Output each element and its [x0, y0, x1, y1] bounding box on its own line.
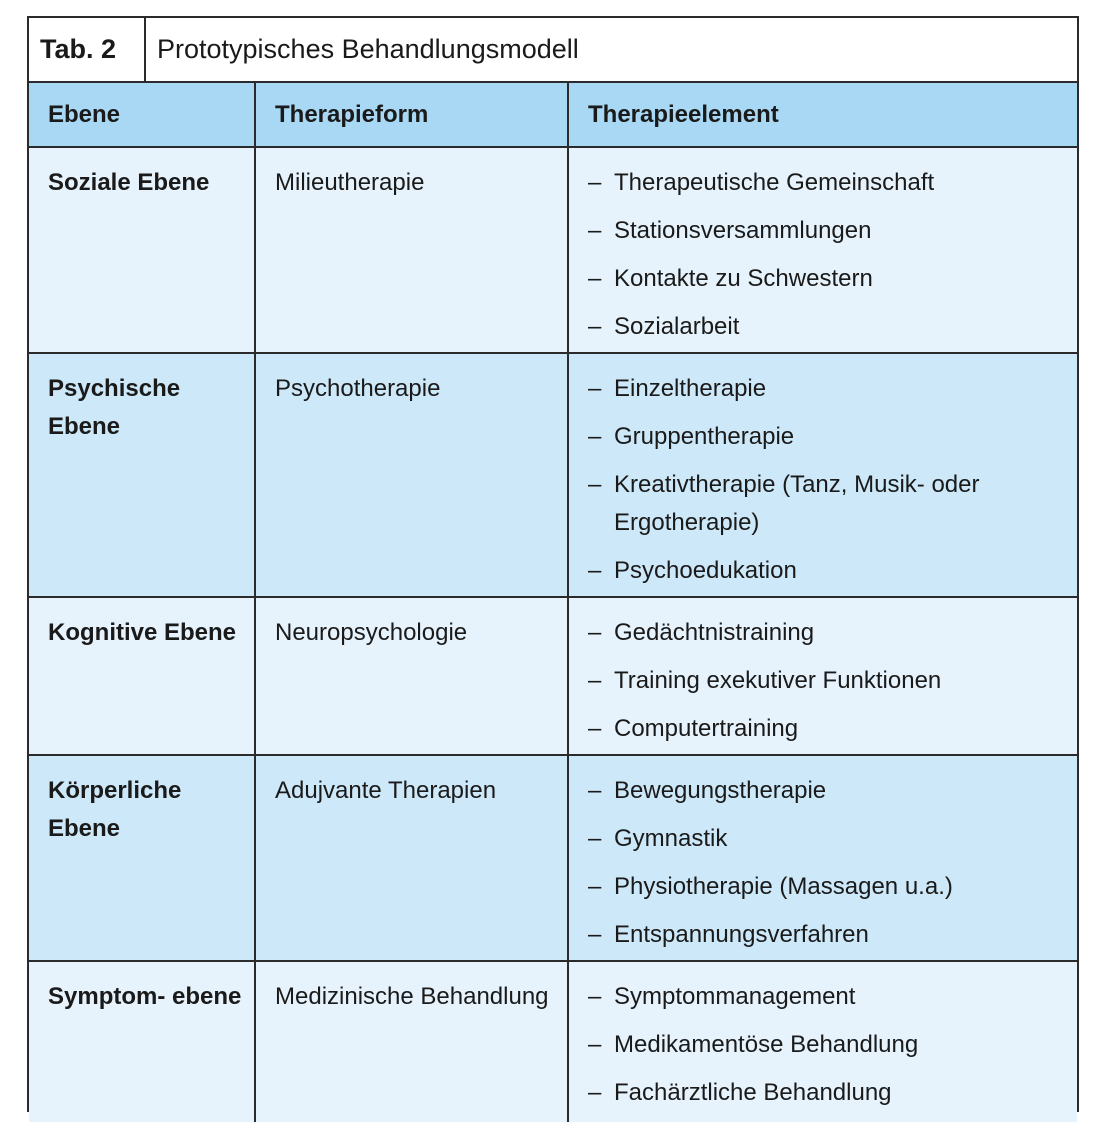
list-item: – Bewegungstherapie [588, 772, 1065, 810]
row-therapieform: Neuropsychologie [256, 598, 569, 754]
row-ebene: Psychische Ebene [29, 354, 256, 596]
list-item: – Psychoedukation [588, 552, 1065, 590]
table-row [29, 598, 1077, 756]
table-row [29, 354, 1077, 598]
list-item: – Gymnastik [588, 820, 1065, 858]
header-therapieform: Therapieform [256, 83, 569, 146]
list-item: – Gedächtnistraining [588, 614, 1065, 652]
row-ebene: Kognitive Ebene [29, 598, 256, 754]
table-header-row [29, 83, 1077, 148]
list-item: – Stationsversammlungen [588, 212, 1065, 250]
list-item: – Training exekutiver Funktionen [588, 662, 1065, 700]
row-elements [569, 354, 1077, 596]
row-elements [569, 962, 1077, 1122]
table-number: Tab. 2 [29, 18, 146, 81]
treatment-model-table [27, 16, 1079, 1112]
list-item: – Symptommanagement [588, 978, 1065, 1016]
table-row [29, 962, 1077, 1122]
table-row [29, 756, 1077, 962]
row-ebene: Soziale Ebene [29, 148, 256, 352]
list-item: – Sozialarbeit [588, 308, 1065, 346]
list-item: – Einzeltherapie [588, 370, 1065, 408]
header-ebene: Ebene [29, 83, 256, 146]
row-therapieform: Psychotherapie [256, 354, 569, 596]
row-elements [569, 756, 1077, 960]
list-item: – Physiotherapie (Massagen u.a.) [588, 868, 1065, 906]
list-item: – Entspannungsverfahren [588, 916, 1065, 954]
list-item: – Kontakte zu Schwestern [588, 260, 1065, 298]
row-ebene: Körperliche Ebene [29, 756, 256, 960]
list-item: – Fachärztliche Behandlung [588, 1074, 1065, 1112]
row-therapieform: Medizinische Behandlung [256, 962, 569, 1122]
table-title: Prototypisches Behandlungsmodell [157, 34, 579, 64]
list-item: – Medikamentöse Behandlung [588, 1026, 1065, 1064]
row-elements [569, 148, 1077, 352]
list-item: – Computertraining [588, 710, 1065, 748]
list-item: – Kreativtherapie (Tanz, Musik- oder Ergotherapie) [588, 466, 1065, 542]
list-item: – Gruppentherapie [588, 418, 1065, 456]
row-therapieform: Milieutherapie [256, 148, 569, 352]
row-therapieform: Adujvante Therapien [256, 756, 569, 960]
row-elements [569, 598, 1077, 754]
row-ebene: Symptom- ebene [29, 962, 256, 1122]
table-caption [29, 18, 1077, 83]
list-item: – Therapeutische Gemeinschaft [588, 164, 1065, 202]
header-therapieelement: Therapieelement [588, 100, 779, 128]
table-row [29, 148, 1077, 354]
